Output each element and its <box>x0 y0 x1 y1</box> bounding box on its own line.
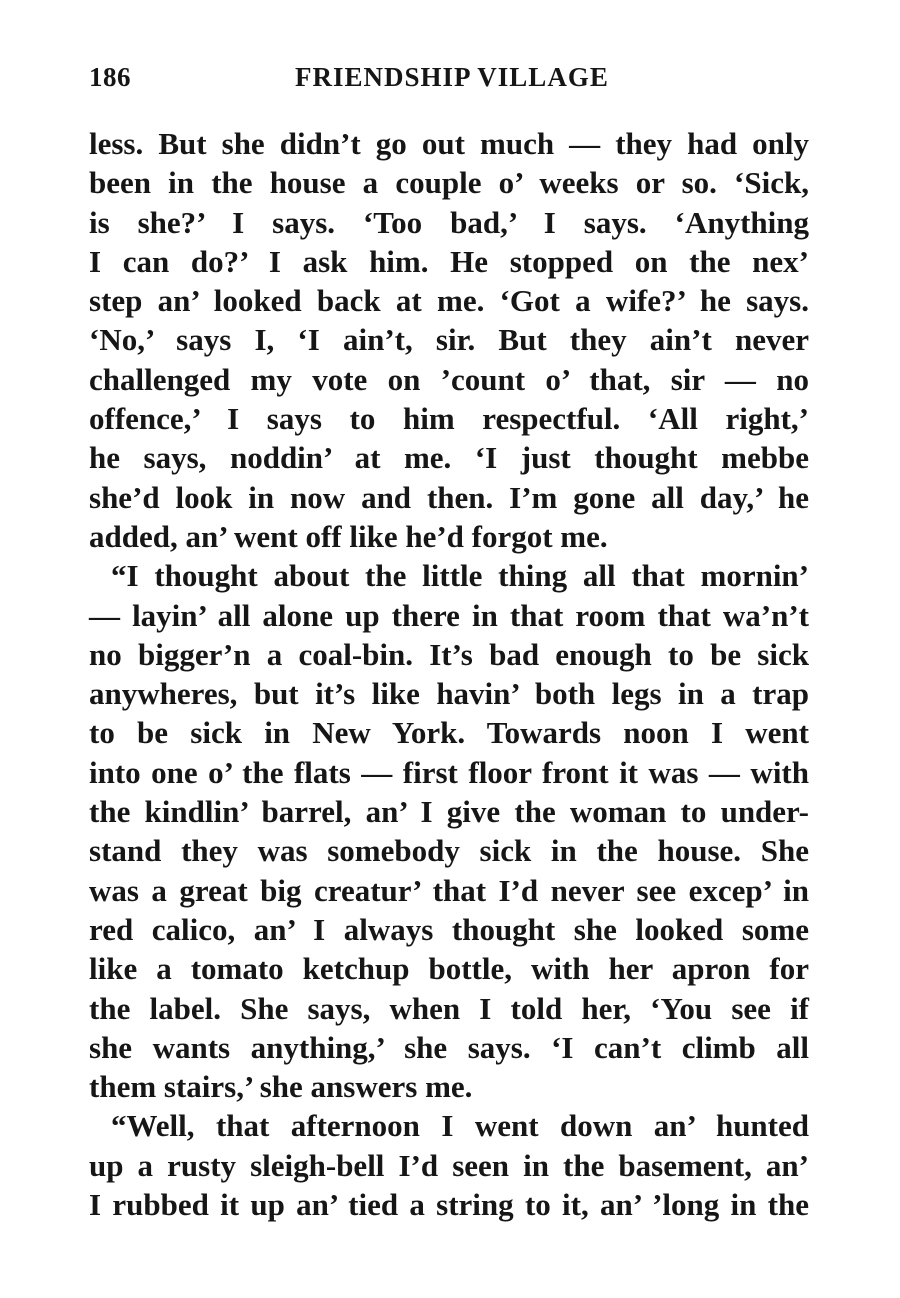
text-line: up a rusty sleigh-bell I’d seen in the basement, an’ <box>89 1147 809 1183</box>
text-line: — layin’ all alone up there in that room that wa’n’t <box>89 597 809 633</box>
paragraph-start-line: “Well, that afternoon I went down an’ hunted <box>111 1108 809 1144</box>
body-text <box>89 124 809 1224</box>
text-line: into one o’ the flats — first floor front it was — with <box>89 754 809 790</box>
text-line: I rubbed it up an’ tied a string to it, an’ ’long in the <box>89 1187 809 1223</box>
paragraph-end-line: added, an’ went off like he’d forgot me. <box>89 518 608 554</box>
page-header <box>89 62 809 98</box>
paragraph-start-line: “I thought about the little thing all that mornin’ <box>111 558 809 594</box>
page-number: 186 <box>89 62 131 92</box>
text-line: no bigger’n a coal-bin. It’s bad enough to be sick <box>89 636 809 672</box>
running-title: FRIENDSHIP VILLAGE <box>295 62 609 92</box>
text-line: stand they was somebody sick in the house. She <box>89 833 809 869</box>
text-line: red calico, an’ I always thought she looked some <box>89 911 809 947</box>
text-line: she’d look in now and then. I’m gone all day,’ he <box>89 479 809 515</box>
text-line: to be sick in New York. Towards noon I went <box>89 715 809 751</box>
paragraph-end-line: them stairs,’ she answers me. <box>89 1069 473 1105</box>
text-line: she wants anything,’ she says. ‘I can’t climb all <box>89 1029 809 1065</box>
text-line: he says, noddin’ at me. ‘I just thought mebbe <box>89 440 809 476</box>
text-line: challenged my vote on ’count o’ that, sir — no <box>89 361 809 397</box>
text-line: like a tomato ketchup bottle, with her apron for <box>89 951 809 987</box>
text-line: the kindlin’ barrel, an’ I give the woman to under- <box>89 794 809 830</box>
text-line: anywheres, but it’s like havin’ both legs in a trap <box>89 676 809 712</box>
text-line: ‘No,’ says I, ‘I ain’t, sir. But they ain’t never <box>89 322 809 358</box>
text-line: the label. She says, when I told her, ‘You see if <box>89 990 809 1026</box>
text-line: offence,’ I says to him respectful. ‘All right,’ <box>89 401 809 437</box>
text-line: step an’ looked back at me. ‘Got a wife?’ he says. <box>89 283 809 319</box>
text-line: I can do?’ I ask him. He stopped on the nex’ <box>89 243 809 279</box>
text-line: less. But she didn’t go out much — they had only <box>89 126 809 161</box>
text-line: been in the house a couple o’ weeks or so. ‘Sick, <box>89 165 809 201</box>
text-line: is she?’ I says. ‘Too bad,’ I says. ‘Anything <box>89 204 809 240</box>
text-line: was a great big creatur’ that I’d never see excep’ in <box>89 872 809 908</box>
